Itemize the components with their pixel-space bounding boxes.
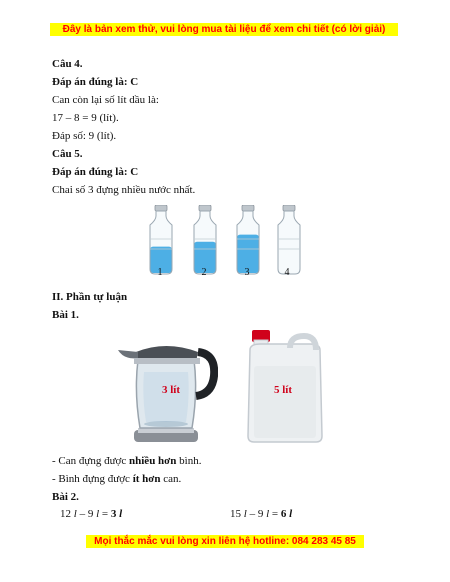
eq2-unit-2: l <box>266 508 270 520</box>
question-4-line-2: 17 – 8 = 9 (lít). <box>52 112 119 124</box>
comparison-2-prefix: - Bình đựng được <box>52 473 133 485</box>
eq2-equals: = <box>269 508 281 520</box>
eq2-mid: – 9 <box>246 508 267 520</box>
comparison-line-1 <box>52 454 201 468</box>
exercise-1-title: Bài 1. <box>52 309 79 321</box>
question-5-answer: Đáp án đúng là: C <box>52 166 139 178</box>
preview-banner: Đây là bản xem thử, vui lòng mua tài liệu để xem chi tiết (có lời giải) <box>50 23 398 36</box>
hotline-footer: Mọi thắc mắc vui lòng xin liên hệ hotline: 084 283 45 85 <box>86 535 364 548</box>
jug-volume-label: 5 lít <box>274 384 293 396</box>
question-5-title: Câu 5. <box>52 148 83 160</box>
bottle-label-2: 2 <box>201 267 207 278</box>
bottle-3 <box>237 205 259 274</box>
question-4-answer: Đáp án đúng là: C <box>52 76 139 88</box>
part-2-title: II. Phần tự luận <box>52 291 128 303</box>
kettle-volume-label: 3 lít <box>162 384 181 396</box>
bottle-label-4: 4 <box>284 267 290 278</box>
comparison-2-suffix: can. <box>160 473 182 485</box>
eq2-answer: 6 <box>280 508 290 520</box>
eq1-unit-3: l <box>119 508 123 520</box>
eq1-mid: – 9 <box>76 508 97 520</box>
comparison-1-prefix: - Can đựng được <box>52 455 130 467</box>
question-4-line-3: Đáp số: 9 (lít). <box>52 130 117 142</box>
bottle-label-1: 1 <box>157 267 163 278</box>
bottle-label-3: 3 <box>244 267 250 278</box>
comparison-1-suffix: bình. <box>176 455 202 467</box>
eq2-unit-3: l <box>289 508 293 520</box>
question-4-line-1: Can còn lại số lít dầu là: <box>52 94 159 106</box>
equation-1 <box>60 508 122 520</box>
eq1-unit-2: l <box>96 508 100 520</box>
eq1-unit-1: l <box>73 508 77 520</box>
bottle-4 <box>278 205 300 274</box>
comparison-1-keyword: nhiều hơn <box>129 455 177 467</box>
equation-2 <box>230 508 292 520</box>
bottle-2 <box>194 205 216 274</box>
eq2-unit-1: l <box>243 508 247 520</box>
bottle-1 <box>150 205 172 274</box>
eq1-answer: 3 <box>110 508 120 520</box>
eq1-equals: = <box>99 508 111 520</box>
comparison-2-keyword: ít hơn <box>132 473 161 485</box>
eq1-left: 12 <box>60 508 74 520</box>
question-5-line-1: Chai số 3 đựng nhiều nước nhất. <box>52 184 196 196</box>
question-4-title: Câu 4. <box>52 58 83 70</box>
exercise-2-title: Bài 2. <box>52 491 79 503</box>
eq2-left: 15 <box>230 508 244 520</box>
comparison-line-2 <box>52 472 181 486</box>
